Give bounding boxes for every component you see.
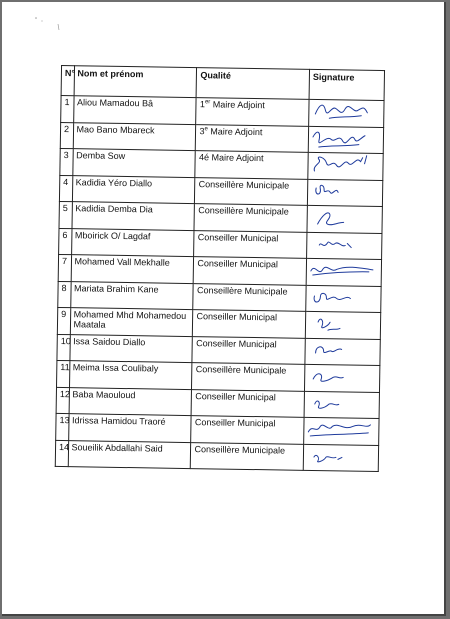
- row-name: Kadidia Demba Dia: [72, 202, 195, 230]
- role-text: 4é Maire Adjoint: [198, 152, 264, 164]
- row-name: Aliou Mamadou Bâ: [73, 96, 196, 124]
- signature-stroke: [319, 241, 351, 247]
- handwritten-signature: [309, 100, 381, 125]
- row-number: 13: [56, 413, 69, 440]
- row-number: 9: [57, 307, 70, 334]
- row-signature: [305, 311, 380, 339]
- row-signature: [305, 338, 380, 366]
- scan-specks: [2, 2, 444, 62]
- row-number: 3: [60, 148, 73, 175]
- row-role: [194, 204, 307, 232]
- row-signature: [307, 232, 382, 260]
- role-text: Conseillère Municipale: [196, 284, 288, 297]
- row-number: 6: [59, 228, 72, 255]
- row-role: [192, 389, 305, 417]
- signature-table: [55, 65, 385, 472]
- row-number: 7: [58, 254, 71, 281]
- role-text: Maire Adjoint: [207, 125, 263, 137]
- row-name: Mao Bano Mbareck: [73, 122, 196, 150]
- row-name: Meima Issa Coulibaly: [69, 361, 192, 389]
- signature-stroke: [316, 346, 342, 353]
- signature-stroke: [308, 424, 370, 437]
- handwritten-signature: [305, 391, 377, 416]
- row-number: 10: [57, 334, 70, 361]
- signature-stroke: [311, 267, 373, 276]
- row-signature: [304, 391, 379, 419]
- header-name: Nom et prénom: [74, 66, 197, 98]
- row-number: 11: [57, 360, 70, 387]
- row-name: Issa Saidou Diallo: [69, 334, 192, 362]
- row-role: [192, 363, 305, 391]
- row-name: Idrissa Hamidou Traoré: [68, 414, 191, 442]
- row-signature: [306, 285, 381, 313]
- row-role: [195, 151, 308, 179]
- signature-stroke: [313, 374, 343, 382]
- role-text: Conseillère Municipale: [195, 364, 287, 376]
- header-number: N°: [61, 65, 74, 95]
- row-signature: [307, 179, 382, 207]
- signature-stroke: [318, 319, 340, 330]
- role-text: Conseillère Municipale: [198, 178, 290, 191]
- row-role: [193, 310, 306, 338]
- signature-stroke: [319, 144, 359, 148]
- row-number: 2: [60, 122, 73, 149]
- row-role: [194, 257, 307, 285]
- signature-stroke: [315, 105, 367, 115]
- row-number: 12: [56, 387, 69, 414]
- role-text: Conseiller Municipal: [196, 311, 278, 323]
- role-ordinal-suffix: er: [204, 99, 211, 106]
- document-page: [2, 2, 446, 616]
- handwritten-signature: [305, 338, 377, 363]
- header-signature: Signature: [309, 69, 385, 100]
- row-number: 14: [55, 440, 68, 467]
- row-number: 4: [59, 175, 72, 202]
- header-role: Qualité: [197, 68, 310, 100]
- handwritten-signature: [304, 444, 376, 469]
- signature-stroke: [314, 293, 350, 302]
- signature-stroke: [314, 155, 367, 172]
- role-text: Conseillère Municipale: [194, 443, 286, 456]
- table-row: [55, 440, 378, 472]
- signature-stroke: [314, 455, 342, 462]
- row-signature: [307, 205, 382, 233]
- row-role: [196, 124, 309, 152]
- row-number: 5: [59, 201, 72, 228]
- signature-stroke: [329, 115, 361, 119]
- signature-stroke: [315, 400, 339, 408]
- row-name: Soueilik Abdallahi Said: [68, 440, 191, 468]
- signature-stroke: [316, 185, 338, 194]
- row-role: [191, 442, 304, 470]
- role-ordinal: 3: [199, 125, 205, 136]
- row-name: Kadidia Yéro Diallo: [72, 175, 195, 203]
- role-text: Conseiller Municipal: [196, 337, 277, 349]
- handwritten-signature: [307, 206, 379, 231]
- role-text: Conseiller Municipal: [197, 231, 279, 243]
- row-name: Mohamed Vall Mekhalle: [71, 255, 194, 283]
- handwritten-signature: [306, 312, 378, 337]
- role-ordinal: 1: [199, 99, 206, 110]
- row-signature: [309, 99, 384, 127]
- role-text: Conseiller Municipal: [194, 417, 276, 429]
- row-number: 8: [58, 281, 71, 308]
- row-signature: [308, 152, 383, 180]
- row-role: [191, 416, 304, 444]
- row-name: Demba Sow: [72, 149, 195, 177]
- handwritten-signature: [304, 418, 376, 443]
- row-role: [193, 283, 306, 311]
- handwritten-signature: [307, 259, 379, 284]
- signature-stroke: [318, 213, 344, 225]
- row-name: Mohamed Mhd Mohamedou Maatala: [70, 308, 193, 336]
- signature-stroke: [313, 132, 365, 143]
- row-role: [195, 177, 308, 205]
- row-signature: [304, 417, 379, 445]
- handwritten-signature: [305, 365, 377, 390]
- row-role: [196, 98, 309, 126]
- row-name: Baba Maouloud: [69, 387, 192, 415]
- row-role: [194, 230, 307, 258]
- row-name: Mariata Brahim Kane: [70, 281, 193, 309]
- handwritten-signature: [306, 285, 378, 310]
- handwritten-signature: [307, 232, 379, 257]
- row-signature: [304, 364, 379, 392]
- row-name: Mboirick O/ Lagdaf: [71, 228, 194, 256]
- row-signature: [306, 258, 381, 286]
- handwritten-signature: [308, 153, 380, 178]
- role-text: Conseiller Municipal: [195, 390, 276, 402]
- handwritten-signature: [308, 179, 380, 204]
- role-text: Maire Adjoint: [210, 99, 265, 111]
- handwritten-signature: [309, 126, 381, 151]
- role-ordinal-suffix: e: [204, 125, 208, 132]
- role-text: Conseiller Municipal: [197, 258, 279, 270]
- row-role: [192, 336, 305, 364]
- row-number: 1: [61, 95, 74, 122]
- table-body: [55, 95, 384, 471]
- row-signature: [303, 444, 378, 472]
- role-text: Conseillère Municipale: [198, 205, 289, 217]
- row-signature: [308, 126, 383, 154]
